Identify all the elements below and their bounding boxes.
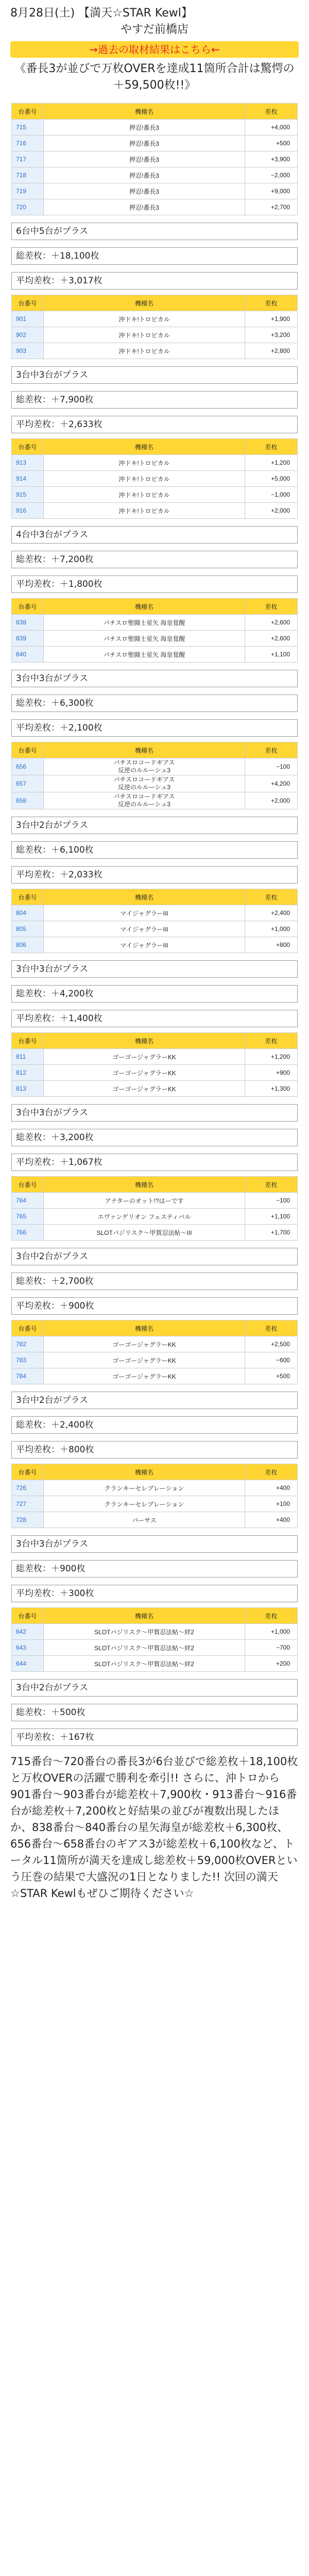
event-date-title: 8月28日(土) 【満天☆STAR Kewl】	[10, 7, 193, 20]
table-row	[12, 905, 298, 921]
table-row	[12, 1368, 298, 1384]
table-header-row	[12, 104, 298, 120]
average-diff-summary: 平均差枚：＋167枚	[11, 1728, 298, 1746]
table-row	[12, 183, 298, 199]
machine-number: 764	[12, 1193, 44, 1209]
table-row	[12, 1209, 298, 1225]
machine-number: 813	[12, 1081, 44, 1097]
header-machine-name: 機種名	[44, 1464, 245, 1480]
table-row	[12, 647, 298, 663]
coin-diff: +2,800	[245, 343, 298, 359]
table-row	[12, 487, 298, 503]
header-machine-number: 台番号	[12, 1177, 44, 1193]
coin-diff: +4,000	[245, 120, 298, 135]
machine-number: 718	[12, 167, 44, 183]
machine-name: SLOTバジリスク〜甲賀忍法帖〜III	[44, 1225, 245, 1241]
table-row	[12, 151, 298, 167]
machine-name: ゴーゴージャグラーKK	[44, 1081, 245, 1097]
table-row	[12, 343, 298, 359]
result-section	[6, 884, 303, 1027]
table-row	[12, 1081, 298, 1097]
machine-name: 沖ドキ!トロピカル	[44, 311, 245, 327]
header-machine-number: 台番号	[12, 599, 44, 615]
table-header-row	[12, 1320, 298, 1336]
coin-diff: −100	[245, 1193, 298, 1209]
header-diff: 差枚	[245, 599, 298, 615]
table-row	[12, 503, 298, 519]
machine-name: マイジャグラーIII	[44, 937, 245, 953]
table-row	[12, 120, 298, 135]
header-diff: 差枚	[245, 104, 298, 120]
result-table	[11, 889, 298, 953]
header-diff: 差枚	[245, 1177, 298, 1193]
coin-diff: +3,900	[245, 151, 298, 167]
header-machine-name: 機種名	[44, 599, 245, 615]
machine-number: 766	[12, 1225, 44, 1241]
average-diff-summary: 平均差枚：＋2,100枚	[11, 719, 298, 737]
average-diff-summary: 平均差枚：＋2,033枚	[11, 866, 298, 884]
average-diff-summary: 平均差枚：＋3,017枚	[11, 272, 298, 290]
page-header	[0, 0, 309, 98]
table-row	[12, 631, 298, 647]
machine-name: 沖ドキ!トロピカル	[44, 327, 245, 343]
result-table	[11, 1176, 298, 1241]
machine-name: クランキーセレブレーション	[44, 1480, 245, 1496]
table-header-row	[12, 439, 298, 455]
coin-diff: +4,200	[245, 775, 298, 792]
plus-count-summary: 6台中5台がプラス	[11, 223, 298, 240]
coin-diff: +1,000	[245, 1624, 298, 1640]
header-diff: 差枚	[245, 742, 298, 758]
coin-diff: +2,600	[245, 615, 298, 631]
machine-name: パチスロ聖闘士星矢 海皇覚醒	[44, 647, 245, 663]
machine-number: 812	[12, 1065, 44, 1081]
machine-number: 719	[12, 183, 44, 199]
total-diff-summary: 総差枚：＋4,200枚	[11, 985, 298, 1003]
header-machine-number: 台番号	[12, 742, 44, 758]
result-table	[11, 103, 298, 215]
table-row	[12, 1624, 298, 1640]
table-row	[12, 758, 298, 775]
average-diff-summary: 平均差枚：＋300枚	[11, 1585, 298, 1602]
table-row	[12, 471, 298, 487]
machine-name: ゴーゴージャグラーKK	[44, 1049, 245, 1065]
result-table	[11, 742, 298, 809]
machine-number: 657	[12, 775, 44, 792]
coin-diff: −1,000	[245, 487, 298, 503]
machine-name: 押忍!番長3	[44, 135, 245, 151]
plus-count-summary: 4台中3台がプラス	[11, 526, 298, 544]
machine-name: 沖ドキ!トロピカル	[44, 471, 245, 487]
machine-name: アナターのオット!?はーです	[44, 1193, 245, 1209]
coin-diff: +2,400	[245, 905, 298, 921]
table-header-row	[12, 1177, 298, 1193]
result-table	[11, 295, 298, 359]
header-diff: 差枚	[245, 1320, 298, 1336]
table-row	[12, 1640, 298, 1656]
coin-diff: +1,200	[245, 1049, 298, 1065]
result-table	[11, 438, 298, 519]
header-diff: 差枚	[245, 889, 298, 905]
machine-name: パチスロ聖闘士星矢 海皇覚醒	[44, 631, 245, 647]
machine-name: 押忍!番長3	[44, 151, 245, 167]
coin-diff: +800	[245, 937, 298, 953]
result-table	[11, 1032, 298, 1097]
machine-name: SLOTバジリスク〜甲賀忍法帖〜絆2	[44, 1624, 245, 1640]
total-diff-summary: 総差枚：＋7,900枚	[11, 391, 298, 409]
result-section	[6, 593, 303, 737]
machine-name: 押忍!番長3	[44, 199, 245, 215]
result-section	[6, 737, 303, 884]
table-row	[12, 1480, 298, 1496]
table-row	[12, 921, 298, 937]
table-row	[12, 1352, 298, 1368]
result-table	[11, 598, 298, 663]
headline: 《番長3が並びで万枚OVERを達成11箇所合計は驚愕の＋59,500枚!!》	[14, 62, 295, 92]
table-row	[12, 311, 298, 327]
machine-name: エヴァンゲリオン フェスティバル	[44, 1209, 245, 1225]
coin-diff: +5,000	[245, 471, 298, 487]
table-header-row	[12, 1033, 298, 1049]
header-machine-name: 機種名	[44, 742, 245, 758]
coin-diff: +100	[245, 1496, 298, 1512]
machine-name: 沖ドキ!トロピカル	[44, 455, 245, 471]
machine-number: 838	[12, 615, 44, 631]
machine-number: 903	[12, 343, 44, 359]
result-section	[6, 290, 303, 433]
plus-count-summary: 3台中3台がプラス	[11, 366, 298, 384]
result-table	[11, 1320, 298, 1384]
total-diff-summary: 総差枚：＋3,200枚	[11, 1129, 298, 1146]
coin-diff: +1,200	[245, 455, 298, 471]
table-row	[12, 615, 298, 631]
table-row	[12, 1656, 298, 1672]
table-header-row	[12, 295, 298, 311]
machine-number: 727	[12, 1496, 44, 1512]
machine-number: 644	[12, 1656, 44, 1672]
table-row	[12, 937, 298, 953]
results-sections	[0, 98, 309, 1746]
machine-name: 押忍!番長3	[44, 183, 245, 199]
table-header-row	[12, 599, 298, 615]
machine-name: 沖ドキ!トロピカル	[44, 503, 245, 519]
machine-number: 783	[12, 1352, 44, 1368]
coin-diff: +500	[245, 135, 298, 151]
machine-number: 805	[12, 921, 44, 937]
machine-number: 806	[12, 937, 44, 953]
machine-name: ゴーゴージャグラーKK	[44, 1336, 245, 1352]
table-row	[12, 455, 298, 471]
header-machine-name: 機種名	[44, 295, 245, 311]
coin-diff: +2,000	[245, 503, 298, 519]
plus-count-summary: 3台中3台がプラス	[11, 960, 298, 978]
table-row	[12, 199, 298, 215]
machine-number: 902	[12, 327, 44, 343]
result-section	[6, 1315, 303, 1459]
machine-number: 782	[12, 1336, 44, 1352]
machine-number: 715	[12, 120, 44, 135]
total-diff-summary: 総差枚：＋18,100枚	[11, 247, 298, 265]
table-row	[12, 1065, 298, 1081]
table-row	[12, 1512, 298, 1528]
result-section	[6, 98, 303, 290]
table-header-row	[12, 742, 298, 758]
coin-diff: +2,000	[245, 792, 298, 809]
table-row	[12, 1496, 298, 1512]
header-machine-number: 台番号	[12, 104, 44, 120]
machine-number: 839	[12, 631, 44, 647]
machine-name: マイジャグラーIII	[44, 905, 245, 921]
header-machine-name: 機種名	[44, 1177, 245, 1193]
result-table	[11, 1464, 298, 1528]
machine-number: 717	[12, 151, 44, 167]
machine-number: 720	[12, 199, 44, 215]
header-diff: 差枚	[245, 295, 298, 311]
coin-diff: +2,500	[245, 1336, 298, 1352]
coin-diff: −700	[245, 1640, 298, 1656]
average-diff-summary: 平均差枚：＋1,400枚	[11, 1010, 298, 1027]
result-section	[6, 1459, 303, 1602]
machine-name: SLOTバジリスク〜甲賀忍法帖〜絆2	[44, 1656, 245, 1672]
machine-number: 913	[12, 455, 44, 471]
header-diff: 差枚	[245, 439, 298, 455]
header-machine-number: 台番号	[12, 1033, 44, 1049]
coin-diff: +900	[245, 1065, 298, 1081]
plus-count-summary: 3台中3台がプラス	[11, 670, 298, 687]
machine-name: 押忍!番長3	[44, 120, 245, 135]
coin-diff: +1,100	[245, 1209, 298, 1225]
machine-number: 915	[12, 487, 44, 503]
machine-number: 784	[12, 1368, 44, 1384]
machine-name: 沖ドキ!トロピカル	[44, 487, 245, 503]
coin-diff: −600	[245, 1352, 298, 1368]
coin-diff: +400	[245, 1512, 298, 1528]
machine-name: ゴーゴージャグラーKK	[44, 1352, 245, 1368]
table-row	[12, 1336, 298, 1352]
header-machine-number: 台番号	[12, 1320, 44, 1336]
coin-diff: +1,300	[245, 1081, 298, 1097]
total-diff-summary: 総差枚：＋2,700枚	[11, 1273, 298, 1290]
plus-count-summary: 3台中2台がプラス	[11, 1392, 298, 1409]
machine-number: 811	[12, 1049, 44, 1065]
machine-name: ゴーゴージャグラーKK	[44, 1368, 245, 1384]
past-results-link[interactable]: →過去の取材結果はこちら←	[10, 41, 299, 58]
table-row	[12, 1049, 298, 1065]
plus-count-summary: 3台中2台がプラス	[11, 817, 298, 834]
result-table	[11, 1607, 298, 1672]
coin-diff: +500	[245, 1368, 298, 1384]
header-machine-name: 機種名	[44, 889, 245, 905]
result-section	[6, 1602, 303, 1746]
header-diff: 差枚	[245, 1608, 298, 1624]
machine-name: クランキーセレブレーション	[44, 1496, 245, 1512]
machine-name: パチスロコードギアス 反逆のルルーシュ3	[44, 758, 245, 775]
machine-number: 901	[12, 311, 44, 327]
header-machine-number: 台番号	[12, 1608, 44, 1624]
header-diff: 差枚	[245, 1033, 298, 1049]
total-diff-summary: 総差枚：＋6,100枚	[11, 841, 298, 859]
header-machine-name: 機種名	[44, 104, 245, 120]
store-name: やすだ前橋店	[120, 23, 188, 36]
result-section	[6, 433, 303, 593]
plus-count-summary: 3台中3台がプラス	[11, 1535, 298, 1553]
header-diff: 差枚	[245, 1464, 298, 1480]
header-machine-number: 台番号	[12, 295, 44, 311]
coin-diff: +400	[245, 1480, 298, 1496]
table-header-row	[12, 1608, 298, 1624]
coin-diff: +1,100	[245, 647, 298, 663]
closing-summary-text: 715番台〜720番台の番長3が6台並びで総差枚＋18,100枚と万枚OVERの活躍で勝利を牽引!! さらに、沖トロから901番台〜903番台が総差枚＋7,900枚・913番台〜916番台が総差枚＋7,200枚と好結果の並びが複数出現したほか、838番台〜840番台の星矢海皇が総差枚＋6,300枚、656番台〜658番台のギアス3が総差枚＋6,100枚など、トータル11箇所が満天を達成し総差枚＋59,000枚OVERという圧巻の結果で大盛況の1日となりました!! 次回の満天☆STAR Kewlもぜひご期待ください☆	[10, 1755, 298, 1900]
machine-name: バーサス	[44, 1512, 245, 1528]
machine-number: 643	[12, 1640, 44, 1656]
total-diff-summary: 総差枚：＋500枚	[11, 1704, 298, 1721]
machine-name: マイジャグラーIII	[44, 921, 245, 937]
table-row	[12, 792, 298, 809]
machine-name: SLOTバジリスク〜甲賀忍法帖〜絆2	[44, 1640, 245, 1656]
coin-diff: +3,200	[245, 327, 298, 343]
header-machine-name: 機種名	[44, 439, 245, 455]
table-row	[12, 1193, 298, 1209]
header-machine-name: 機種名	[44, 1033, 245, 1049]
machine-name: 沖ドキ!トロピカル	[44, 343, 245, 359]
machine-number: 658	[12, 792, 44, 809]
total-diff-summary: 総差枚：＋2,400枚	[11, 1416, 298, 1434]
header-machine-name: 機種名	[44, 1608, 245, 1624]
plus-count-summary: 3台中2台がプラス	[11, 1679, 298, 1697]
coin-diff: −2,000	[245, 167, 298, 183]
machine-name: パチスロコードギアス 反逆のルルーシュ3	[44, 792, 245, 809]
machine-number: 914	[12, 471, 44, 487]
coin-diff: −100	[245, 758, 298, 775]
average-diff-summary: 平均差枚：＋2,633枚	[11, 416, 298, 433]
total-diff-summary: 総差枚：＋900枚	[11, 1560, 298, 1578]
machine-number: 642	[12, 1624, 44, 1640]
table-row	[12, 1225, 298, 1241]
machine-number: 840	[12, 647, 44, 663]
coin-diff: +9,000	[245, 183, 298, 199]
header-machine-number: 台番号	[12, 1464, 44, 1480]
machine-number: 656	[12, 758, 44, 775]
machine-number: 916	[12, 503, 44, 519]
header-machine-number: 台番号	[12, 439, 44, 455]
table-row	[12, 167, 298, 183]
total-diff-summary: 総差枚：＋7,200枚	[11, 551, 298, 568]
total-diff-summary: 総差枚：＋6,300枚	[11, 694, 298, 712]
table-header-row	[12, 889, 298, 905]
result-section	[6, 1171, 303, 1315]
table-row	[12, 775, 298, 792]
header-machine-number: 台番号	[12, 889, 44, 905]
average-diff-summary: 平均差枚：＋1,800枚	[11, 575, 298, 593]
table-row	[12, 327, 298, 343]
plus-count-summary: 3台中2台がプラス	[11, 1248, 298, 1265]
result-section	[6, 1027, 303, 1171]
machine-name: 押忍!番長3	[44, 167, 245, 183]
machine-name: ゴーゴージャグラーKK	[44, 1065, 245, 1081]
average-diff-summary: 平均差枚：＋900枚	[11, 1297, 298, 1315]
plus-count-summary: 3台中3台がプラス	[11, 1104, 298, 1122]
machine-name: パチスロ聖闘士星矢 海皇覚醒	[44, 615, 245, 631]
machine-number: 716	[12, 135, 44, 151]
coin-diff: +1,900	[245, 311, 298, 327]
machine-name: パチスロコードギアス 反逆のルルーシュ3	[44, 775, 245, 792]
machine-number: 765	[12, 1209, 44, 1225]
coin-diff: +1,700	[245, 1225, 298, 1241]
table-row	[12, 135, 298, 151]
header-machine-name: 機種名	[44, 1320, 245, 1336]
coin-diff: +1,000	[245, 921, 298, 937]
average-diff-summary: 平均差枚：＋1,067枚	[11, 1154, 298, 1171]
machine-number: 728	[12, 1512, 44, 1528]
machine-number: 726	[12, 1480, 44, 1496]
coin-diff: +2,600	[245, 631, 298, 647]
machine-number: 804	[12, 905, 44, 921]
coin-diff: +200	[245, 1656, 298, 1672]
coin-diff: +2,700	[245, 199, 298, 215]
average-diff-summary: 平均差枚：＋800枚	[11, 1441, 298, 1459]
table-header-row	[12, 1464, 298, 1480]
